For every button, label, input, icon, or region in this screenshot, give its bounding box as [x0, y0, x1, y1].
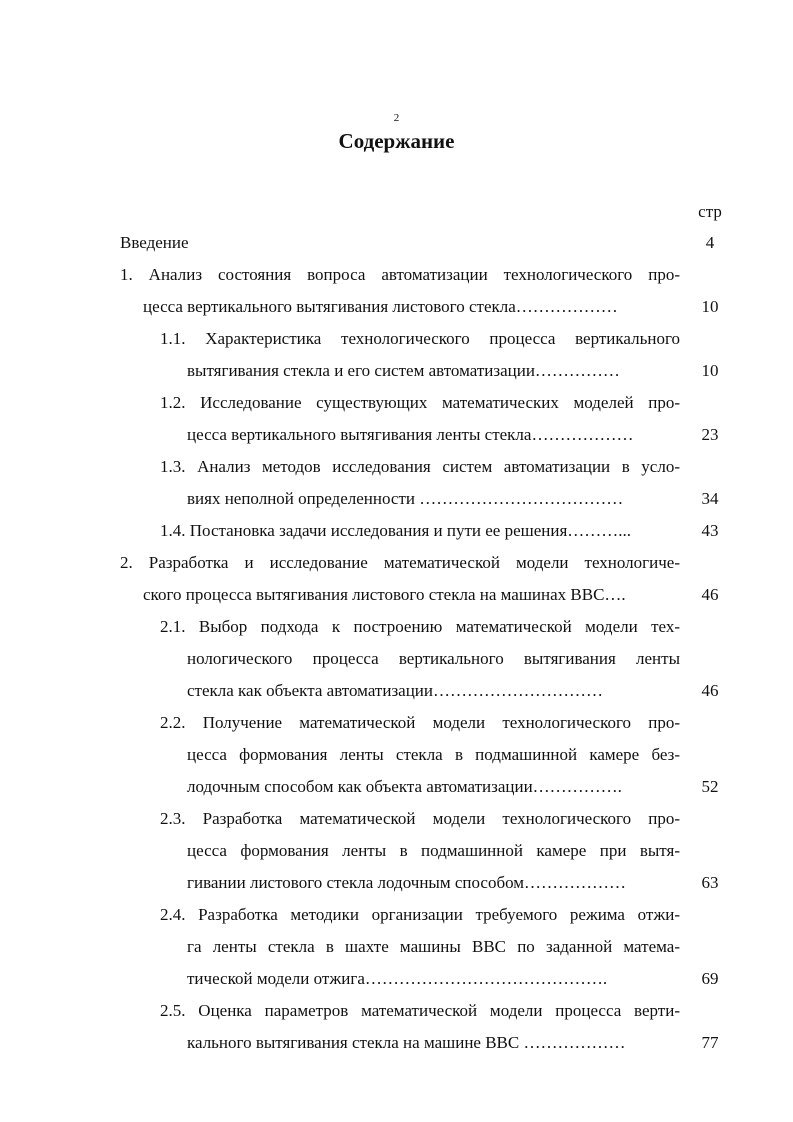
toc-entry-2-3-line-2: цесса формования ленты в подмашинной камере при вытя-	[187, 841, 680, 860]
page-title: Содержание	[338, 129, 455, 153]
toc-page-ref: 69	[701, 969, 719, 988]
toc-entry-2-1-line-3: стекла как объекта автоматизации…………………………	[187, 681, 604, 700]
toc-entry-2-4-line-1: 2.4. Разработка методики организации требуемого режима отжи-	[160, 905, 680, 924]
toc-page-ref: 4	[705, 233, 715, 252]
toc-entry-2-5-line-2: кального вытягивания стекла на машине ВВС ………………	[187, 1033, 626, 1052]
toc-page-ref: 63	[701, 873, 719, 892]
toc-entry-2-4-line-3: тической модели отжига…………………………………….	[187, 969, 608, 988]
toc-entry-1-4: 1.4. Постановка задачи исследования и пути ее решения………...	[160, 521, 632, 540]
toc-entry-1-line-1: 1. Анализ состояния вопроса автоматизации технологического про-	[120, 265, 680, 284]
toc-entry-1-3-line-1: 1.3. Анализ методов исследования систем автоматизации в усло-	[160, 457, 680, 476]
toc-entry-2-3-line-3: гивании листового стекла лодочным способом………………	[187, 873, 627, 892]
toc-entry-2-2-line-1: 2.2. Получение математической модели технологического про-	[160, 713, 680, 732]
toc-page-ref: 46	[701, 681, 719, 700]
toc-entry-2-1-line-1: 2.1. Выбор подхода к построению математической модели тех-	[160, 617, 680, 636]
toc-entry-2-5-line-1: 2.5. Оценка параметров математической модели процесса верти-	[160, 1001, 680, 1020]
page-column-header: стр	[698, 202, 722, 221]
toc-entry-1-2-line-2: цесса вертикального вытягивания ленты стекла………………	[187, 425, 634, 444]
toc-entry-1-1-line-1: 1.1. Характеристика технологического процесса вертикального	[160, 329, 680, 348]
toc-page-ref: 10	[701, 361, 719, 380]
toc-entry-1-3-line-2: виях неполной определенности ………………………………	[187, 489, 624, 508]
toc-page-ref: 34	[701, 489, 719, 508]
toc-page-ref: 46	[701, 585, 719, 604]
toc-entry-intro: Введение	[120, 233, 189, 252]
toc-entry-1-2-line-1: 1.2. Исследование существующих математических моделей про-	[160, 393, 680, 412]
toc-entry-2-1-line-2: нологического процесса вертикального вытягивания ленты	[187, 649, 680, 668]
page-number: 2	[393, 112, 400, 124]
toc-page-ref: 52	[701, 777, 719, 796]
toc-entry-2-4-line-2: га ленты стекла в шахте машины ВВС по заданной матема-	[187, 937, 680, 956]
toc-page-ref: 77	[701, 1033, 719, 1052]
toc-entry-1-1-line-2: вытягивания стекла и его систем автоматизации……………	[187, 361, 620, 380]
toc-entry-2-2-line-2: цесса формования ленты стекла в подмашинной камере без-	[187, 745, 680, 764]
toc-page-ref: 43	[701, 521, 719, 540]
toc-entry-2-3-line-1: 2.3. Разработка математической модели технологического про-	[160, 809, 680, 828]
toc-entry-1-line-2: цесса вертикального вытягивания листового стекла………………	[143, 297, 618, 316]
toc-page-ref: 10	[701, 297, 719, 316]
toc-entry-2-line-2: ского процесса вытягивания листового стекла на машинах ВВС….	[143, 585, 626, 604]
toc-entry-2-line-1: 2. Разработка и исследование математической модели технологиче-	[120, 553, 680, 572]
toc-entry-2-2-line-3: лодочным способом как объекта автоматизации…………….	[187, 777, 622, 796]
toc-page-ref: 23	[701, 425, 719, 444]
